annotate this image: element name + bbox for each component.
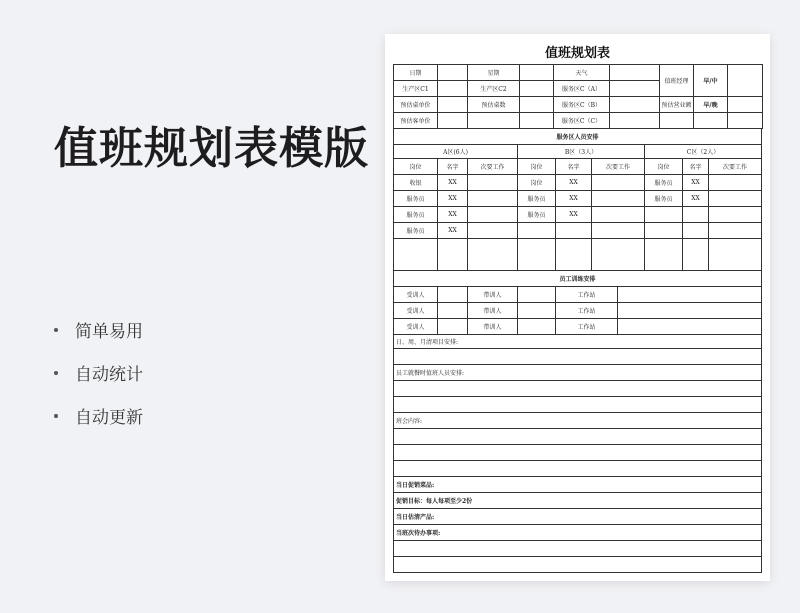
service-cell[interactable]: XX	[438, 191, 468, 207]
empty-cell	[728, 113, 763, 129]
label-est-tables: 预估桌数	[468, 97, 520, 113]
service-cell[interactable]: 服务员	[645, 175, 683, 191]
value-est-guests-price[interactable]	[438, 113, 468, 129]
value-service-a[interactable]	[610, 81, 660, 97]
training-value[interactable]	[518, 287, 556, 303]
service-cell[interactable]	[518, 223, 556, 239]
service-row	[394, 223, 763, 239]
service-cell[interactable]	[468, 175, 518, 191]
service-cell[interactable]	[709, 191, 762, 207]
service-row	[394, 175, 763, 191]
shift-1: 早/中	[694, 65, 728, 97]
value-prod-c2[interactable]	[520, 81, 554, 97]
training-label: 带训人	[468, 319, 518, 335]
training-label: 工作站	[556, 303, 618, 319]
bullet-icon	[54, 414, 58, 418]
note-line[interactable]	[394, 381, 762, 397]
duty-plan-sheet	[385, 34, 770, 581]
note-meeting: 班会内容:	[394, 413, 762, 429]
value-est-revenue[interactable]	[728, 97, 763, 113]
col-header: 次要工作	[709, 159, 762, 175]
training-label: 受训人	[394, 319, 438, 335]
zone-b-header: B区（3人）	[518, 145, 645, 159]
feature-item: 简单易用	[54, 308, 143, 351]
service-cell[interactable]	[709, 239, 762, 271]
note-pending: 当班次待办事项:	[394, 525, 762, 541]
service-cell[interactable]	[683, 239, 709, 271]
label-duty-manager: 值班经理	[660, 65, 694, 97]
value-est-guest-price[interactable]	[438, 97, 468, 113]
feature-item: 自动统计	[54, 351, 143, 394]
value-date[interactable]	[438, 65, 468, 81]
header-block	[394, 65, 763, 129]
label-service-c: 服务区C（C）	[554, 113, 610, 129]
training-value[interactable]	[438, 287, 468, 303]
service-cell[interactable]	[683, 207, 709, 223]
service-cell[interactable]: XX	[683, 191, 709, 207]
training-label: 工作站	[556, 287, 618, 303]
value-service-c[interactable]	[610, 113, 660, 129]
service-cell[interactable]: 收银	[394, 175, 438, 191]
note-line[interactable]	[394, 541, 762, 557]
note-promo-goal: 促销目标：每人每项至少2份	[394, 493, 762, 509]
label-est-guest-price: 预估桌单价	[394, 97, 438, 113]
feature-item: 自动更新	[54, 394, 143, 437]
note-line[interactable]	[394, 397, 762, 413]
service-row	[394, 239, 763, 271]
training-value[interactable]	[518, 319, 556, 335]
value-service-b[interactable]	[610, 97, 660, 113]
service-cell[interactable]: 服务员	[394, 207, 438, 223]
note-promo-dish: 当日促销菜品:	[394, 477, 762, 493]
service-row	[394, 191, 763, 207]
service-cell[interactable]	[709, 223, 762, 239]
service-cell[interactable]	[709, 207, 762, 223]
note-line[interactable]	[394, 349, 762, 365]
service-cell[interactable]: XX	[683, 175, 709, 191]
empty-cell	[468, 113, 520, 129]
service-cell[interactable]	[468, 191, 518, 207]
col-header: 名字	[438, 159, 468, 175]
training-label: 带训人	[468, 303, 518, 319]
zone-a-header: A区(6人)	[394, 145, 518, 159]
label-prod-c2: 生产区C2	[468, 81, 520, 97]
feature-list	[54, 308, 143, 437]
value-prod-c1[interactable]	[438, 81, 468, 97]
value-weekday[interactable]	[520, 65, 554, 81]
training-row	[394, 287, 763, 303]
service-cell[interactable]	[592, 175, 645, 191]
label-est-guests-price: 预估客单价	[394, 113, 438, 129]
training-value[interactable]	[518, 303, 556, 319]
service-cell[interactable]	[592, 191, 645, 207]
col-header: 岗位	[394, 159, 438, 175]
training-label: 工作站	[556, 319, 618, 335]
sheet-title: 值班规划表	[544, 46, 610, 61]
service-cell[interactable]	[468, 207, 518, 223]
label-est-revenue: 预估营业额	[660, 97, 694, 113]
service-rows	[394, 175, 763, 271]
shift-2: 早/晚	[694, 97, 728, 113]
service-cell[interactable]	[709, 175, 762, 191]
service-cell[interactable]	[592, 223, 645, 239]
service-cell[interactable]: XX	[556, 175, 592, 191]
service-cell[interactable]: XX	[556, 191, 592, 207]
empty-cell	[694, 113, 728, 129]
training-section-title: 员工训练安排	[394, 271, 762, 287]
service-col-header-row	[394, 159, 763, 175]
service-cell[interactable]	[468, 223, 518, 239]
service-section-title: 服务区人员安排	[394, 129, 762, 145]
note-line[interactable]	[394, 429, 762, 445]
service-row	[394, 207, 763, 223]
label-service-a: 服务区C（A）	[554, 81, 610, 97]
service-cell[interactable]	[556, 223, 592, 239]
training-rows	[394, 287, 763, 335]
service-cell[interactable]	[645, 207, 683, 223]
training-value[interactable]	[438, 303, 468, 319]
training-label: 受训人	[394, 287, 438, 303]
training-row	[394, 319, 763, 335]
label-prod-c1: 生产区C1	[394, 81, 438, 97]
bullet-icon	[54, 328, 58, 332]
label-weekday: 星期	[468, 65, 520, 81]
service-cell[interactable]: XX	[438, 223, 468, 239]
training-value[interactable]	[618, 303, 762, 319]
note-clearance: 当日估清产品:	[394, 509, 762, 525]
note-line[interactable]	[394, 461, 762, 477]
empty-cell	[660, 113, 694, 129]
col-header: 次要工作	[468, 159, 518, 175]
service-cell[interactable]: XX	[438, 175, 468, 191]
service-cell[interactable]	[518, 239, 556, 271]
service-cell[interactable]: 服务员	[645, 191, 683, 207]
service-cell[interactable]: 服务员	[394, 223, 438, 239]
duty-plan-form	[393, 64, 763, 573]
note-line[interactable]	[394, 445, 762, 461]
training-label: 带训人	[468, 287, 518, 303]
col-header: 名字	[683, 159, 709, 175]
service-cell[interactable]: 服务员	[518, 207, 556, 223]
training-value[interactable]	[618, 287, 762, 303]
col-header: 名字	[556, 159, 592, 175]
service-cell[interactable]	[438, 239, 468, 271]
label-date: 日期	[394, 65, 438, 81]
service-cell[interactable]: 服务员	[394, 191, 438, 207]
service-cell[interactable]: XX	[438, 207, 468, 223]
service-cell[interactable]	[556, 239, 592, 271]
note-line[interactable]	[394, 557, 762, 573]
col-header: 岗位	[518, 159, 556, 175]
service-cell[interactable]	[645, 223, 683, 239]
note-plan: 日、周、月清项目安排:	[394, 335, 762, 349]
training-label: 受训人	[394, 303, 438, 319]
service-cell[interactable]	[394, 239, 438, 271]
service-cell[interactable]: 服务员	[518, 191, 556, 207]
service-cell[interactable]	[683, 223, 709, 239]
label-service-b: 服务区C（B）	[554, 97, 610, 113]
bullet-icon	[54, 371, 58, 375]
service-cell[interactable]: XX	[556, 207, 592, 223]
training-row	[394, 303, 763, 319]
page-title: 值班规划表模版	[54, 123, 369, 174]
col-header: 次要工作	[592, 159, 645, 175]
col-header: 岗位	[645, 159, 683, 175]
value-weather[interactable]	[610, 65, 660, 81]
value-duty-manager[interactable]	[728, 65, 763, 97]
service-cell[interactable]	[592, 239, 645, 271]
training-value[interactable]	[438, 319, 468, 335]
service-cell[interactable]	[468, 239, 518, 271]
training-value[interactable]	[618, 319, 762, 335]
empty-cell	[520, 113, 554, 129]
service-cell[interactable]	[592, 207, 645, 223]
service-cell[interactable]: 岗位	[518, 175, 556, 191]
value-est-tables[interactable]	[520, 97, 554, 113]
label-weather: 天气	[554, 65, 610, 81]
zone-c-header: C区（2人）	[645, 145, 762, 159]
note-meal: 员工就餐时值班人员安排:	[394, 365, 762, 381]
service-cell[interactable]	[645, 239, 683, 271]
